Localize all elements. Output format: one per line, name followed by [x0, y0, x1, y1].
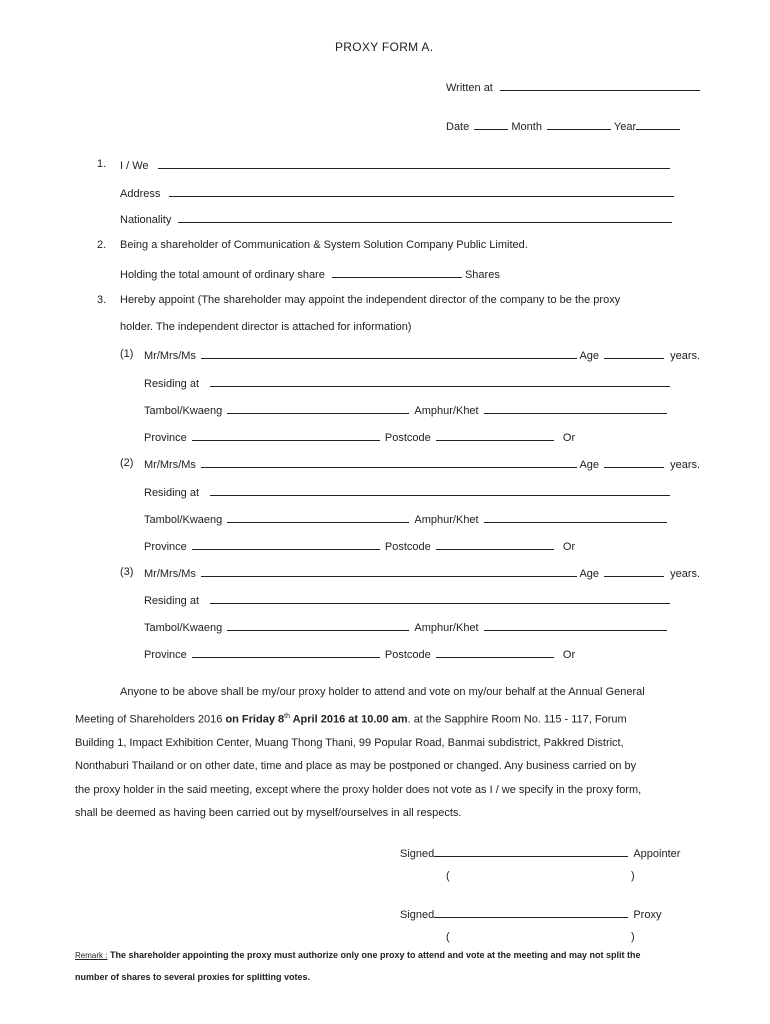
item1-number: 1. [97, 158, 107, 170]
item3-number: 3. [97, 294, 107, 306]
meeting-date: on Friday 8 [225, 713, 285, 726]
province-label: Province [144, 541, 187, 553]
remark-label: Remark : [75, 951, 108, 960]
written-at-label: Written at [446, 82, 493, 94]
age-label: Age [579, 350, 600, 362]
province-field[interactable] [192, 647, 380, 658]
proxy-block [120, 566, 720, 676]
age-field[interactable] [604, 348, 664, 359]
paragraph-line: the proxy holder in the said meeting, except where the proxy holder does not vote as I / we specify in the proxy form, [75, 783, 642, 796]
tambol-row [144, 403, 667, 417]
or-label: Or [562, 432, 576, 444]
signed-label: Signed [400, 909, 435, 921]
amphur-field[interactable] [484, 403, 667, 414]
proxy-block [120, 348, 720, 458]
nationality-label: Nationality [120, 214, 172, 226]
remark-text: The shareholder appointing the proxy must authorize only one proxy to attend and vote at the meeting and may not split the [107, 950, 641, 960]
residing-label: Residing at [144, 487, 200, 499]
proxy-name-field[interactable] [201, 566, 577, 577]
mr-label: Mr/Mrs/Ms [144, 568, 196, 580]
address-row [120, 186, 674, 200]
form-title: PROXY FORM A. [335, 40, 434, 54]
date-label: Date [446, 121, 470, 133]
proxy-name-row [144, 566, 700, 580]
address-label: Address [120, 188, 161, 200]
iwe-row [120, 158, 670, 172]
written-at-row [446, 80, 700, 94]
proxy-number: (1) [120, 348, 134, 360]
province-row [144, 430, 575, 444]
amphur-field[interactable] [484, 512, 667, 523]
shareholder-suffix: . [524, 239, 528, 251]
residing-field[interactable] [210, 593, 670, 604]
company-name: Communication & System Solution Company Public Limited [233, 239, 525, 251]
shareholder-row [120, 239, 528, 251]
residing-row [144, 376, 670, 390]
postcode-field[interactable] [436, 647, 554, 658]
holding-field[interactable] [332, 267, 462, 278]
years-label: years. [670, 350, 701, 362]
tambol-field[interactable] [227, 512, 409, 523]
appointer-close-paren: ) [631, 870, 635, 882]
holding-row [120, 267, 500, 281]
paragraph-text: . at the Sapphire Room No. 115 - 117, Forum [407, 713, 627, 726]
date-row [446, 119, 680, 133]
appointer-signature-field[interactable] [434, 846, 628, 857]
written-at-field[interactable] [500, 80, 700, 91]
paragraph-line: shall be deemed as having been carried out by myself/ourselves in all respects. [75, 807, 462, 820]
tambol-row [144, 512, 667, 526]
province-row [144, 647, 575, 661]
mr-label: Mr/Mrs/Ms [144, 459, 196, 471]
years-label: years. [670, 568, 701, 580]
appointer-open-paren: ( [446, 870, 450, 882]
residing-label: Residing at [144, 595, 200, 607]
proxy-label: Proxy [633, 909, 662, 921]
appoint-line1: Hereby appoint (The shareholder may appoint the independent director of the company to be the proxy [120, 294, 621, 306]
residing-row [144, 485, 670, 499]
age-label: Age [579, 568, 600, 580]
iwe-label: I / We [120, 160, 149, 172]
proxy-close-paren: ) [631, 931, 635, 943]
month-label: Month [511, 121, 542, 133]
month-field[interactable] [547, 119, 611, 130]
remark-line1 [75, 950, 641, 960]
age-label: Age [579, 459, 600, 471]
nationality-field[interactable] [178, 212, 672, 223]
proxy-name-row [144, 348, 700, 362]
proxy-name-row [144, 457, 700, 471]
item2-number: 2. [97, 239, 107, 251]
or-label: Or [562, 649, 576, 661]
postcode-field[interactable] [436, 539, 554, 550]
postcode-label: Postcode [384, 649, 431, 661]
proxy-open-paren: ( [446, 931, 450, 943]
residing-field[interactable] [210, 376, 670, 387]
age-field[interactable] [604, 457, 664, 468]
nationality-row [120, 212, 672, 226]
date-suffix: th [284, 712, 290, 720]
province-label: Province [144, 649, 187, 661]
amphur-label: Amphur/Khet [414, 405, 479, 417]
residing-label: Residing at [144, 378, 200, 390]
proxy-number: (2) [120, 457, 134, 469]
proxy-name-field[interactable] [201, 457, 577, 468]
shareholder-prefix: Being a shareholder of [120, 239, 234, 251]
proxy-signature-row [400, 907, 661, 921]
paragraph-line: Building 1, Impact Exhibition Center, Muang Thong Thani, 99 Popular Road, Banmai subdistrict, Pakkred District, [75, 736, 624, 749]
postcode-label: Postcode [384, 432, 431, 444]
amphur-label: Amphur/Khet [414, 622, 479, 634]
tambol-row [144, 620, 667, 634]
years-label: years. [670, 459, 701, 471]
proxy-number: (3) [120, 566, 134, 578]
amphur-label: Amphur/Khet [414, 514, 479, 526]
paragraph-line: Anyone to be above shall be my/our proxy holder to attend and vote on my/our behalf at the Annual General [120, 686, 645, 698]
postcode-label: Postcode [384, 541, 431, 553]
appointer-signature-row [400, 846, 680, 860]
paragraph-line: Nonthaburi Thailand or on other date, time and place as may be postponed or changed. Any business carried on by [75, 760, 637, 773]
iwe-field[interactable] [158, 158, 670, 169]
year-field[interactable] [636, 119, 680, 130]
address-field[interactable] [169, 186, 674, 197]
residing-field[interactable] [210, 485, 670, 496]
tambol-label: Tambol/Kwaeng [144, 514, 223, 526]
year-label: Year [613, 121, 637, 133]
authorization-paragraph [75, 681, 695, 826]
tambol-field[interactable] [227, 403, 409, 414]
amphur-field[interactable] [484, 620, 667, 631]
tambol-field[interactable] [227, 620, 409, 631]
age-field[interactable] [604, 566, 664, 577]
province-row [144, 539, 575, 553]
tambol-label: Tambol/Kwaeng [144, 405, 223, 417]
paragraph-text: Meeting of Shareholders 2016 [75, 713, 226, 726]
appoint-line2: holder. The independent director is attached for information) [120, 321, 412, 333]
province-label: Province [144, 432, 187, 444]
residing-row [144, 593, 670, 607]
postcode-field[interactable] [436, 430, 554, 441]
proxy-name-field[interactable] [201, 348, 577, 359]
holding-label: Holding the total amount of ordinary share [120, 269, 325, 281]
mr-label: Mr/Mrs/Ms [144, 350, 196, 362]
province-field[interactable] [192, 539, 380, 550]
meeting-time: April 2016 at 10.00 am [289, 713, 408, 726]
province-field[interactable] [192, 430, 380, 441]
or-label: Or [562, 541, 576, 553]
proxy-block [120, 457, 720, 567]
tambol-label: Tambol/Kwaeng [144, 622, 223, 634]
shares-label: Shares [464, 269, 500, 281]
date-field[interactable] [474, 119, 508, 130]
signed-label: Signed [400, 848, 435, 860]
appointer-label: Appointer [633, 848, 681, 860]
remark-line2: number of shares to several proxies for splitting votes. [75, 972, 311, 982]
proxy-signature-field[interactable] [434, 907, 628, 918]
paragraph-line [75, 705, 695, 732]
